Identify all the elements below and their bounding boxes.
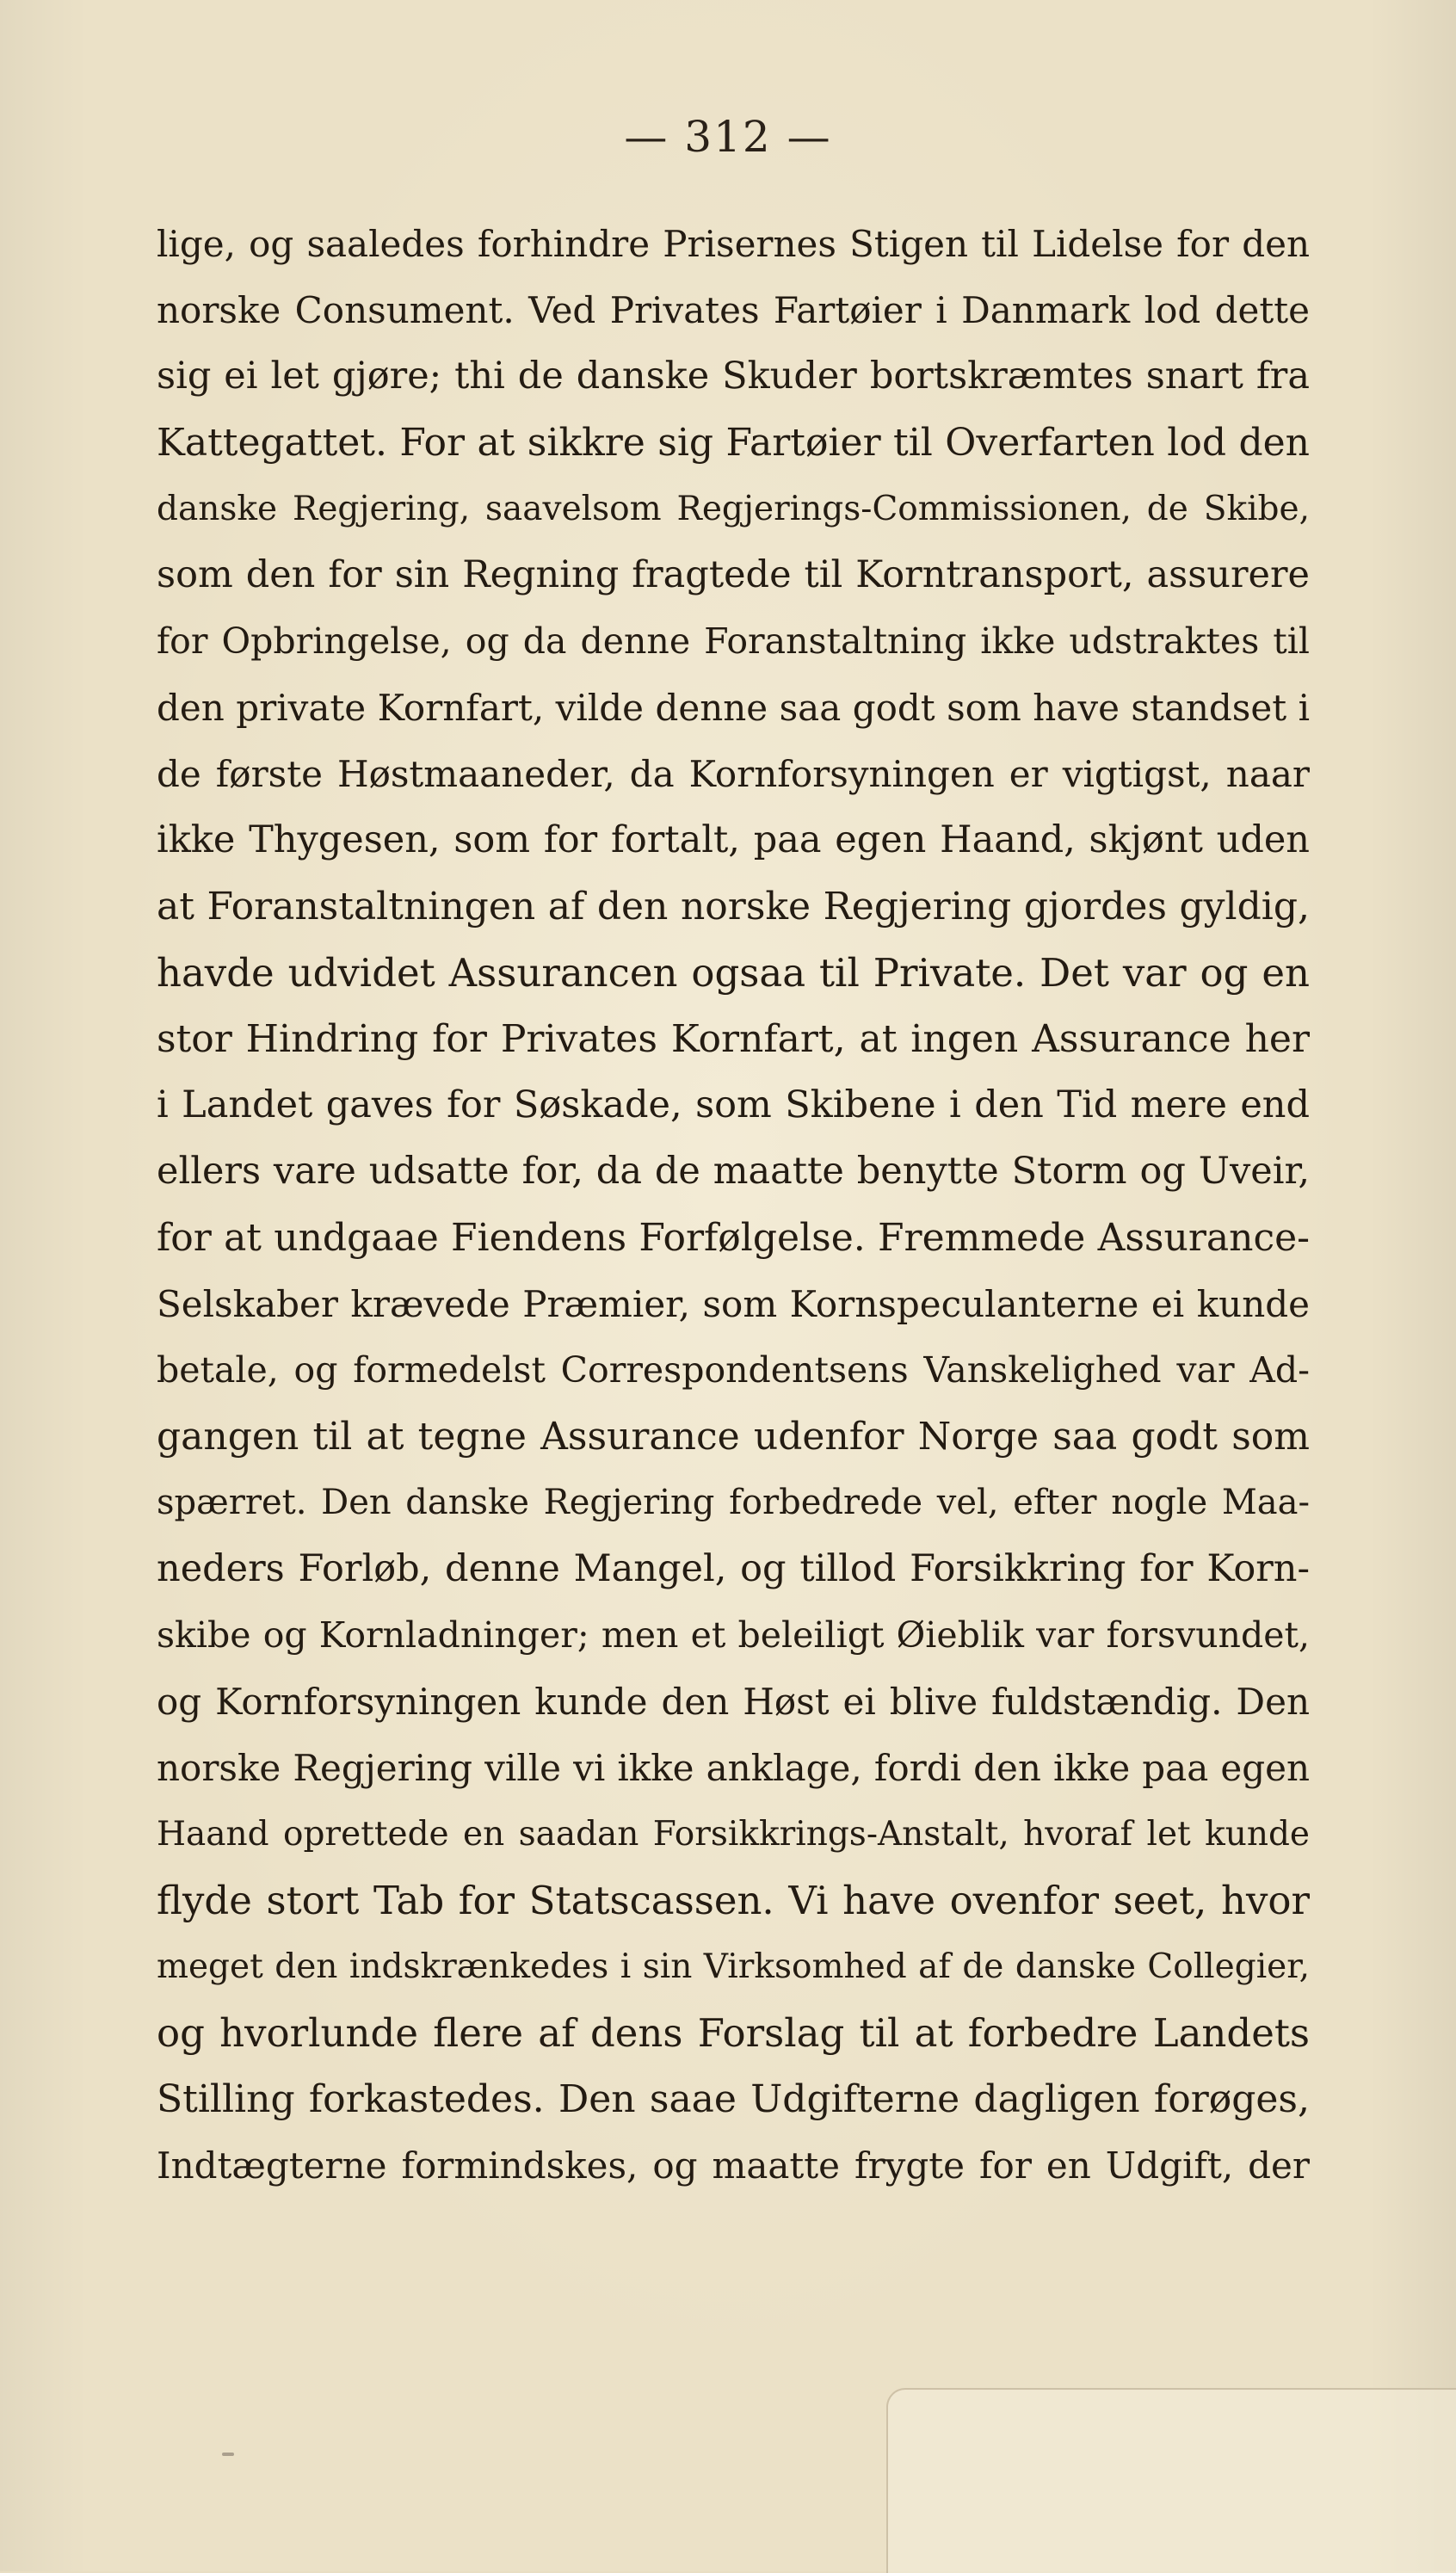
- text-line: gangen til at tegne Assurance udenfor Norge saa godt som: [157, 1415, 1310, 1459]
- text-line: spærret. Den danske Regjering forbedrede vel, efter nogle Maa-: [157, 1483, 1310, 1522]
- text-line: skibe og Kornladninger; men et beleiligt Øieblik var forsvundet,: [157, 1614, 1310, 1656]
- text-line: ellers vare udsatte for, da de maatte benytte Storm og Uveir,: [157, 1150, 1310, 1193]
- text-line: ikke Thygesen, som for fortalt, paa egen Haand, skjønt uden: [157, 818, 1310, 861]
- page-number: — 312 —: [624, 112, 832, 162]
- text-line: Selskaber krævede Præmier, som Kornspeculanterne ei kunde: [157, 1283, 1310, 1325]
- paper-corner-mark: [886, 2388, 1456, 2573]
- text-line: og hvorlunde flere af dens Forslag til at forbedre Landets: [157, 2010, 1310, 2056]
- text-line: havde udvidet Assurancen ogsaa til Private. Det var og en: [157, 950, 1310, 996]
- text-line: neders Forløb, denne Mangel, og tillod Forsikkring for Korn-: [157, 1547, 1310, 1590]
- text-line: meget den indskrænkedes i sin Virksomhed af de danske Collegier,: [157, 1947, 1310, 1986]
- text-line: for Opbringelse, og da denne Foranstaltning ikke udstraktes til: [157, 620, 1310, 662]
- text-line: flyde stort Tab for Statscassen. Vi have ovenfor seet, hvor: [157, 1878, 1310, 1923]
- text-line: Kattegattet. For at sikkre sig Fartøier til Overfarten lod den: [157, 421, 1310, 465]
- paper-speck: [222, 2453, 234, 2456]
- text-line: som den for sin Regning fragtede til Korntransport, assurere: [157, 553, 1310, 596]
- text-line: for at undgaae Fiendens Forfølgelse. Fremmede Assurance-: [157, 1216, 1310, 1260]
- text-line: lige, og saaledes forhindre Prisernes Stigen til Lidelse for den: [157, 223, 1310, 265]
- text-line: at Foranstaltningen af den norske Regjering gjordes gyldig,: [157, 885, 1310, 929]
- text-line: Haand oprettede en saadan Forsikkrings-Anstalt, hvoraf let kunde: [157, 1815, 1310, 1854]
- text-line: norske Consument. Ved Privates Fartøier i Danmark lod dette: [157, 289, 1310, 331]
- text-line: sig ei let gjøre; thi de danske Skuder bortskræmtes snart fra: [157, 355, 1310, 398]
- text-line: danske Regjering, saavelsom Regjerings-Commissionen, de Skibe,: [157, 490, 1310, 528]
- body-text: [157, 211, 1310, 2199]
- text-line: i Landet gaves for Søskade, som Skibene i den Tid mere end: [157, 1083, 1310, 1126]
- text-line: og Kornforsyningen kunde den Høst ei blive fuldstændig. Den: [157, 1681, 1310, 1723]
- text-line: Stilling forkastedes. Den saae Udgifterne dagligen forøges,: [157, 2077, 1310, 2121]
- text-line: betale, og formedelst Correspondentsens Vanskelighed var Ad-: [157, 1349, 1310, 1391]
- text-line: de første Høstmaaneder, da Kornforsyningen er vigtigst, naar: [157, 753, 1310, 795]
- text-line: den private Kornfart, vilde denne saa godt som have standset i: [157, 687, 1310, 729]
- text-line: Indtægterne formindskes, og maatte frygte for en Udgift, der: [157, 2144, 1310, 2187]
- text-line: norske Regjering ville vi ikke anklage, fordi den ikke paa egen: [157, 1747, 1310, 1789]
- text-line: stor Hindring for Privates Kornfart, at ingen Assurance her: [157, 1017, 1310, 1061]
